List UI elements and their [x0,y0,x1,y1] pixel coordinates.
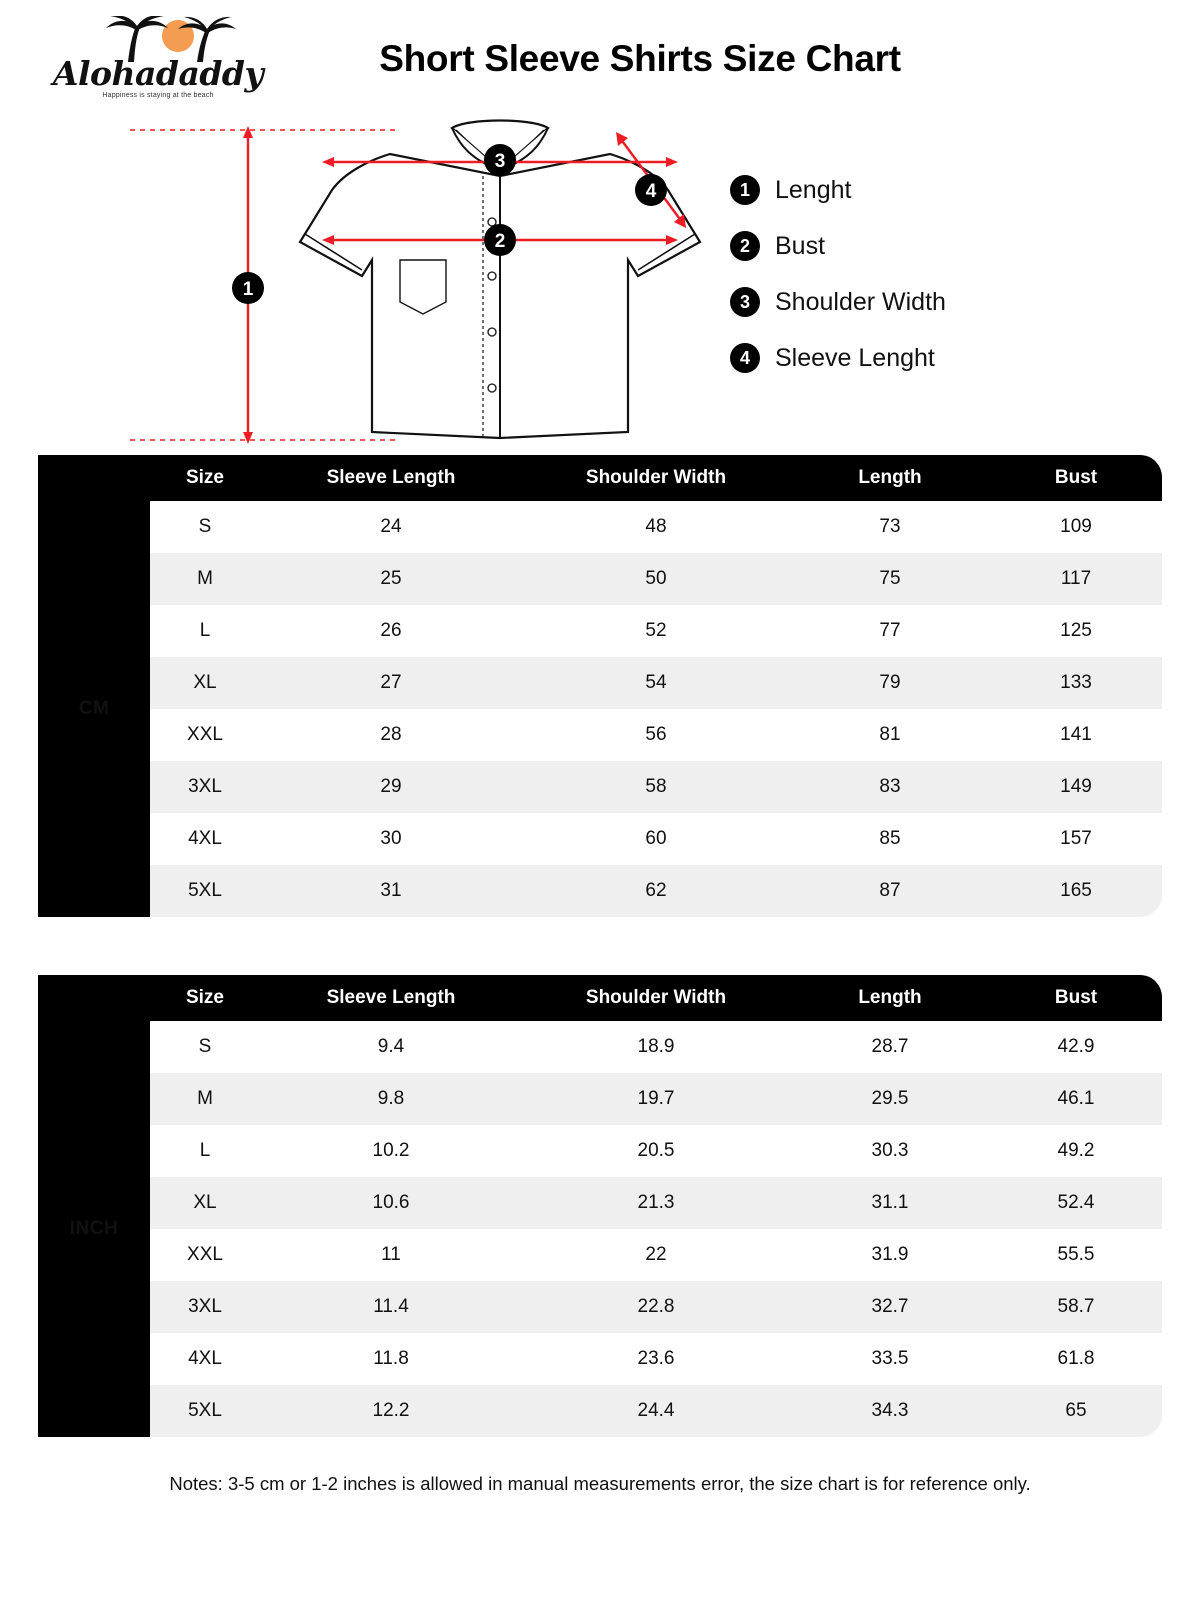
cell-shoulder: 23.6 [637,1348,675,1369]
cell-shoulder: 54 [522,657,790,709]
cell-sleeve: 31 [260,865,522,917]
cell-length: 31.9 [871,1244,909,1265]
cell-sleeve: 30 [380,828,402,849]
legend-item [730,343,946,373]
notes-text: Notes: 3-5 cm or 1-2 inches is allowed in manual measurements error, the size chart is for reference only. [169,1473,1031,1494]
legend-label-shoulder-width: Shoulder Width [775,287,946,316]
table-corner-cell [38,455,150,501]
cell-shoulder: 24.4 [522,1385,790,1437]
cell-size: S [198,1036,212,1057]
measurement-diagram [0,110,1200,455]
cell-bust: 133 [990,657,1162,709]
column-header-size: Size [150,975,260,1021]
table-row [38,1281,1162,1333]
column-header-sleeve-length: Sleeve Length [260,975,522,1021]
cell-bust: 109 [1060,516,1092,537]
cell-length: 83 [790,761,990,813]
cell-size: XL [150,657,260,709]
legend-badge-3: 3 [730,287,760,317]
cell-sleeve: 11 [381,1244,401,1265]
cell-length: 75 [790,553,990,605]
cell-length: 33.5 [871,1348,909,1369]
cell-shoulder: 22 [645,1244,667,1265]
cell-length: 30.3 [871,1140,909,1161]
table-row [38,553,1162,605]
table-row [38,813,1162,865]
table-row [38,657,1162,709]
cell-size: 4XL [188,1348,222,1369]
size-table-inch [38,975,1162,1437]
table-corner-cell [38,975,150,1021]
cell-bust: 141 [1060,724,1092,745]
table-row [38,865,1162,917]
cell-bust: 117 [990,553,1162,605]
page-header [0,0,1200,110]
cell-shoulder: 22.8 [522,1281,790,1333]
table-row [38,1385,1162,1437]
cell-length: 81 [879,724,901,745]
cell-bust: 52.4 [990,1177,1162,1229]
cell-bust: 149 [990,761,1162,813]
table-row [38,501,1162,553]
cell-shoulder: 52 [645,620,667,641]
cell-sleeve: 29 [260,761,522,813]
table-row [38,1073,1162,1125]
cell-sleeve: 11.8 [373,1348,409,1369]
cell-size: M [150,1073,260,1125]
column-header-shoulder-width: Shoulder Width [522,975,790,1021]
legend-badge-4: 4 [730,343,760,373]
cell-length: 73 [879,516,901,537]
shirt-illustration [100,110,800,455]
legend-badge-1: 1 [730,175,760,205]
cell-shoulder: 20.5 [637,1140,675,1161]
legend-badge-2: 2 [730,231,760,261]
cell-length: 29.5 [790,1073,990,1125]
cell-sleeve: 12.2 [260,1385,522,1437]
cell-sleeve: 24 [380,516,402,537]
cell-bust: 55.5 [1057,1244,1095,1265]
cell-length: 85 [879,828,901,849]
cell-length: 87 [790,865,990,917]
table-row [38,709,1162,761]
inch-table-wrapper [38,975,1162,1437]
cell-shoulder: 48 [645,516,667,537]
cell-sleeve: 26 [380,620,402,641]
table-row [38,1333,1162,1385]
cell-size: 3XL [150,761,260,813]
cell-size: XXL [187,724,223,745]
cell-length: 79 [790,657,990,709]
cell-sleeve: 27 [260,657,522,709]
brand-name: Alohadaddy [52,54,264,93]
column-header-length: Length [790,975,990,1021]
svg-text:1: 1 [242,279,254,300]
cell-shoulder: 56 [645,724,667,745]
table-row [38,1021,1162,1073]
legend-item [730,287,946,317]
cell-bust: 42.9 [1057,1036,1095,1057]
table-row [38,1125,1162,1177]
column-header-shoulder-width: Shoulder Width [522,455,790,501]
cell-sleeve: 28 [380,724,402,745]
table-row [38,1229,1162,1281]
cell-size: M [150,553,260,605]
cell-size: 5XL [150,865,260,917]
table-row [38,761,1162,813]
cell-bust: 65 [990,1385,1162,1437]
cell-bust: 46.1 [990,1073,1162,1125]
cell-bust: 125 [1060,620,1092,641]
cell-shoulder: 62 [522,865,790,917]
cell-size: 4XL [188,828,222,849]
cell-length: 31.1 [790,1177,990,1229]
cell-length: 28.7 [871,1036,909,1057]
table-header-row [38,455,1162,501]
legend [730,175,946,399]
svg-text:2: 2 [494,231,506,252]
unit-label-inch: INCH [38,1021,150,1437]
cell-sleeve: 11.4 [260,1281,522,1333]
cell-sleeve: 10.2 [372,1140,410,1161]
cell-size: 5XL [150,1385,260,1437]
cell-sleeve: 9.4 [377,1036,405,1057]
size-table-cm [38,455,1162,917]
cell-shoulder: 19.7 [522,1073,790,1125]
cell-bust: 49.2 [1057,1140,1095,1161]
cell-bust: 157 [1060,828,1092,849]
column-header-bust: Bust [990,455,1162,501]
legend-label-bust: Bust [775,231,826,260]
cell-sleeve: 25 [260,553,522,605]
cell-length: 77 [879,620,901,641]
legend-label-sleeve-length: Sleeve Lenght [775,343,935,372]
unit-label-cm: CM [38,501,150,917]
table-row [38,1177,1162,1229]
cell-bust: 61.8 [1057,1348,1095,1369]
cell-shoulder: 60 [645,828,667,849]
cell-sleeve: 10.6 [260,1177,522,1229]
legend-label-length: Lenght [775,175,852,204]
cell-shoulder: 21.3 [522,1177,790,1229]
cell-bust: 58.7 [990,1281,1162,1333]
column-header-size: Size [150,455,260,501]
cell-size: 3XL [150,1281,260,1333]
cell-size: L [199,1140,211,1161]
legend-item [730,175,946,205]
page-title: Short Sleeve Shirts Size Chart [379,38,901,79]
table-spacer [0,917,1200,975]
table-row [38,605,1162,657]
cell-bust: 165 [990,865,1162,917]
svg-text:3: 3 [494,151,506,172]
brand-tagline: Happiness is staying at the beach [102,92,214,99]
cell-sleeve: 9.8 [260,1073,522,1125]
cell-size: XXL [187,1244,223,1265]
legend-item [730,231,946,261]
table-header-row [38,975,1162,1021]
cell-shoulder: 18.9 [637,1036,675,1057]
svg-text:4: 4 [645,181,657,202]
cm-table-wrapper [38,455,1162,917]
cell-length: 34.3 [790,1385,990,1437]
cell-length: 32.7 [790,1281,990,1333]
cell-shoulder: 58 [522,761,790,813]
column-header-sleeve-length: Sleeve Length [260,455,522,501]
cell-size: S [198,516,212,537]
cell-size: XL [150,1177,260,1229]
cell-size: L [199,620,211,641]
column-header-length: Length [790,455,990,501]
cell-shoulder: 50 [522,553,790,605]
column-header-bust: Bust [990,975,1162,1021]
